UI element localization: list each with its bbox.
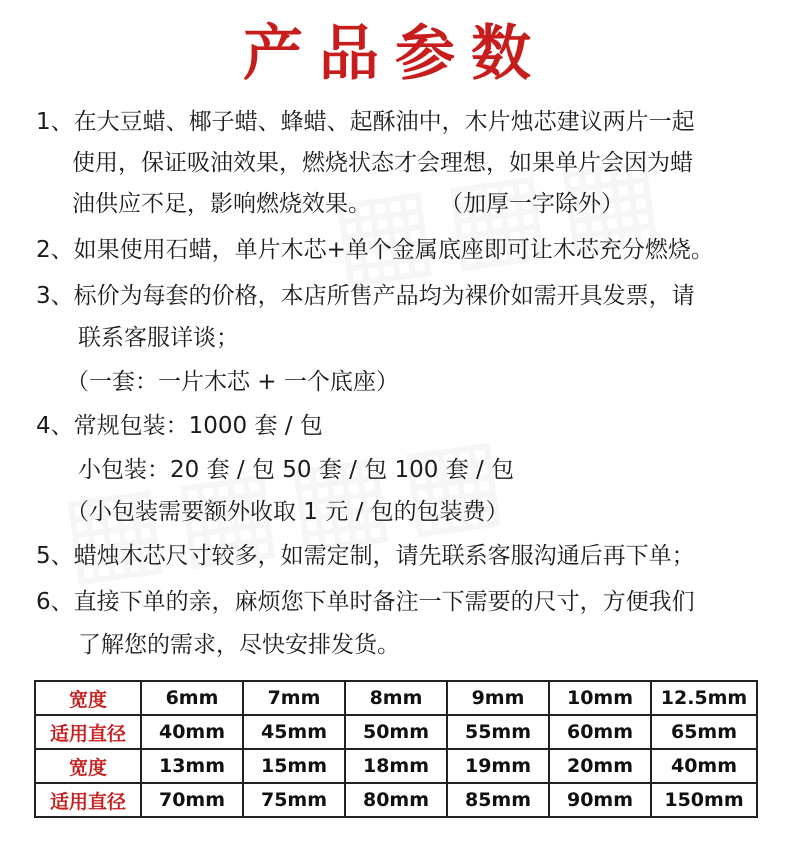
table-row [35,783,757,817]
text-line-8: 4、常规包装：1000 套 / 包 [36,413,323,439]
row-label-width: 宽度 [35,681,141,715]
table-cell: 85mm [447,783,549,817]
table-row [35,715,757,749]
table-cell: 55mm [447,715,549,749]
table-cell: 40mm [141,715,243,749]
table-cell: 7mm [243,681,345,715]
text-line-11: 5、蜡烛木芯尺寸较多，如需定制，请先联系客服沟通后再下单； [36,543,695,569]
row-label-diameter: 适用直径 [35,783,141,817]
table-cell: 65mm [651,715,757,749]
text-line-13: 了解您的需求，尽快安排发货。 [78,632,400,658]
table-cell: 75mm [243,783,345,817]
table-cell: 90mm [549,783,651,817]
text-line-6: 联系客服详谈； [78,325,239,351]
text-line-3-note: （加厚一字除外） [440,191,624,217]
text-line-10: （小包装需要额外收取 1 元 / 包的包装费） [66,499,509,525]
text-line-2: 使用，保证吸油效果，燃烧状态才会理想，如果单片会因为蜡 [72,150,693,176]
row-label-diameter: 适用直径 [35,715,141,749]
table-cell: 8mm [345,681,447,715]
table-cell: 10mm [549,681,651,715]
page-title: 产品参数 [243,19,547,89]
text-line-12: 6、直接下单的亲，麻烦您下单时备注一下需要的尺寸，方便我们 [36,589,695,615]
table-cell: 20mm [549,749,651,783]
table-cell: 6mm [141,681,243,715]
text-line-7: （一套：一片木芯 + 一个底座） [66,369,399,395]
table-cell: 15mm [243,749,345,783]
table-cell: 9mm [447,681,549,715]
table-row [35,749,757,783]
text-line-4: 2、如果使用石蜡，单片木芯+单个金属底座即可让木芯充分燃烧。 [36,237,714,263]
table-cell: 80mm [345,783,447,817]
table-cell: 13mm [141,749,243,783]
table-cell: 12.5mm [651,681,757,715]
table-cell: 50mm [345,715,447,749]
text-line-9: 小包装：20 套 / 包 50 套 / 包 100 套 / 包 [78,457,515,483]
text-line-5: 3、标价为每套的价格，本店所售产品均为裸价如需开具发票，请 [36,283,695,309]
table-cell: 60mm [549,715,651,749]
row-label-width: 宽度 [35,749,141,783]
text-line-3: 油供应不足，影响燃烧效果。 [72,191,371,217]
table-cell: 40mm [651,749,757,783]
table-cell: 45mm [243,715,345,749]
table-row [35,681,757,715]
table-cell: 150mm [651,783,757,817]
table-cell: 70mm [141,783,243,817]
text-line-1: 1、在大豆蜡、椰子蜡、蜂蜡、起酥油中，木片烛芯建议两片一起 [36,109,695,135]
table-cell: 19mm [447,749,549,783]
table-cell: 18mm [345,749,447,783]
spec-table [34,680,758,818]
